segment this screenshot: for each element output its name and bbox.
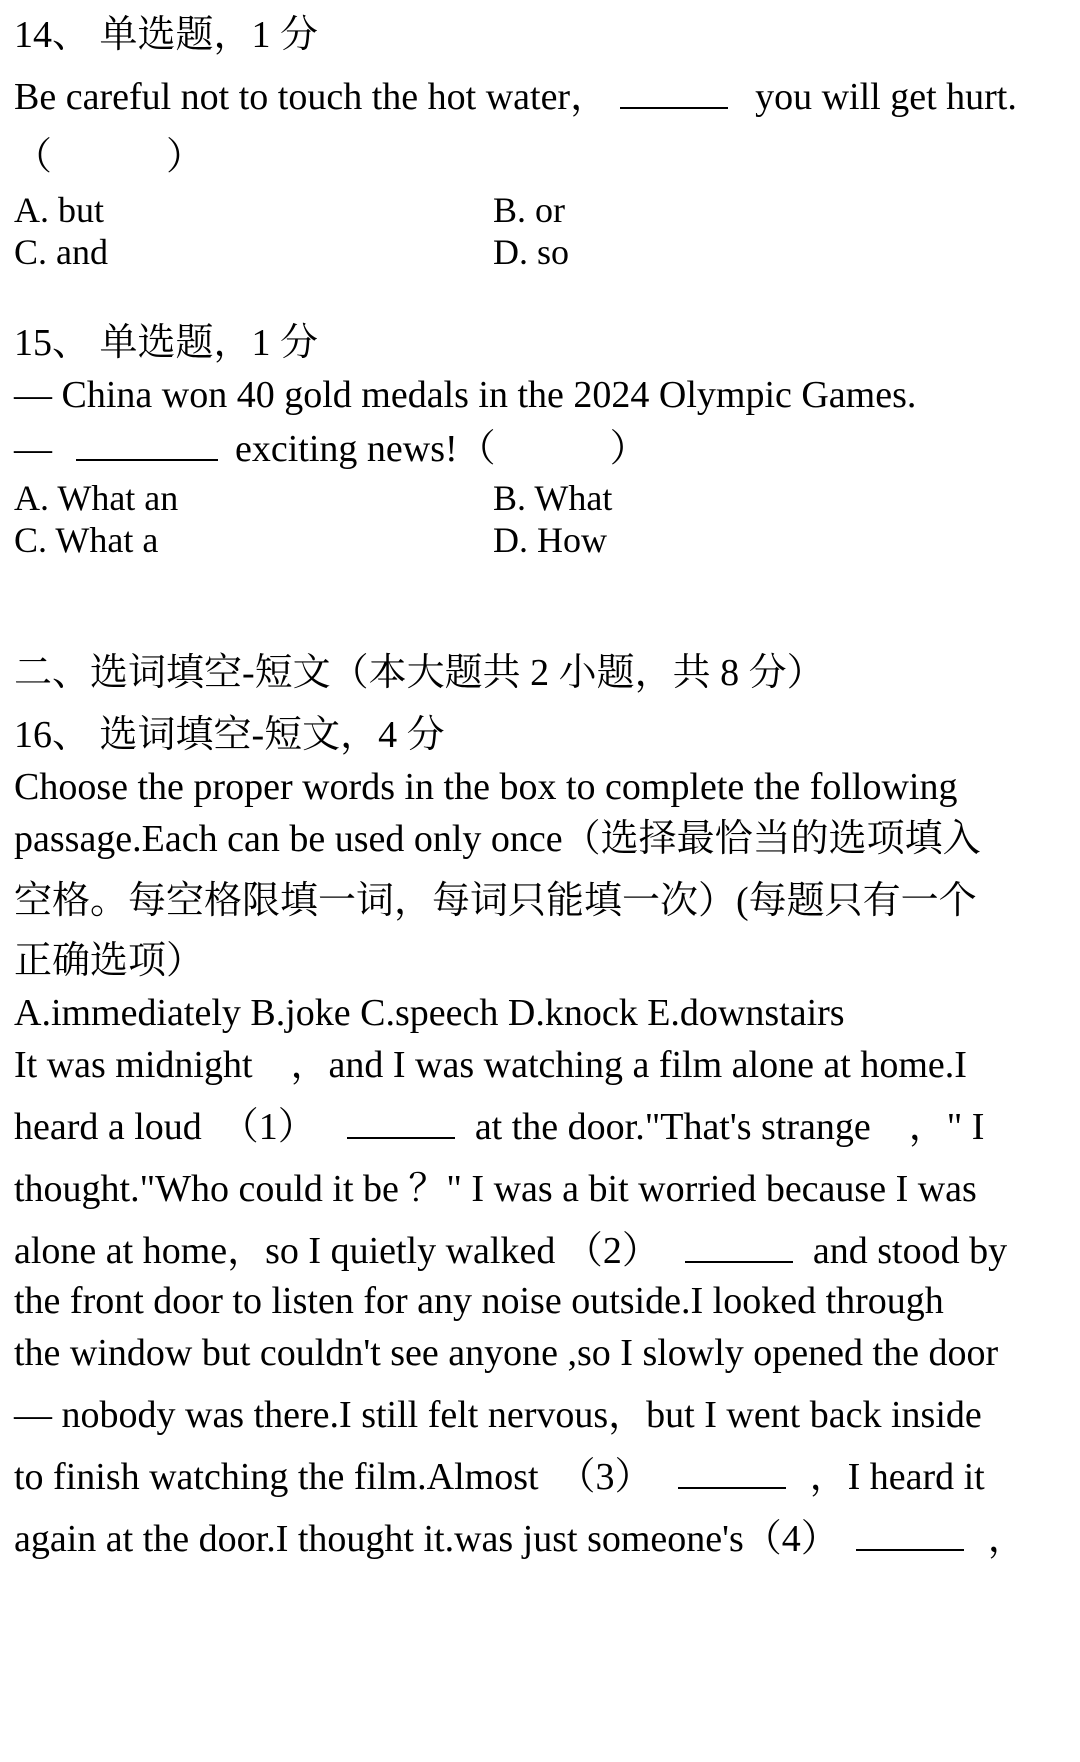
question-15-line2 — [14, 430, 648, 468]
passage-text: heard a loud （1） — [14, 1106, 316, 1148]
passage-text: alone at home，so I quietly walked （2） — [14, 1230, 660, 1272]
passage-text: ， — [987, 1518, 1026, 1560]
passage-line — [14, 1520, 1026, 1558]
question-14-stem-part1: Be careful not to touch the hot water， — [14, 76, 609, 118]
passage-line — [14, 1108, 984, 1146]
q15-option-a[interactable]: A. What an — [14, 478, 179, 518]
instruction-line: 空格。每空格限填一词，每词只能填一次）(每题只有一个 — [14, 880, 977, 922]
passage-text: ，I heard it — [809, 1456, 985, 1498]
passage-line: the window but couldn't see anyone ,so I slowly opened the door — [14, 1332, 999, 1374]
question-14-stem — [14, 78, 1017, 116]
question-14-paren: （ ） — [14, 136, 205, 178]
question-16-header: 16、 选词填空-短文，4 分 — [14, 714, 445, 756]
blank-2[interactable] — [685, 1235, 793, 1263]
question-14-header: 14、 单选题，1 分 — [14, 14, 319, 56]
question-14-stem-part2: you will get hurt. — [755, 76, 1017, 118]
passage-text: to finish watching the film.Almost （3） — [14, 1456, 653, 1498]
question-15-line1: — China won 40 gold medals in the 2024 Olympic Games. — [14, 374, 917, 416]
blank-1[interactable] — [347, 1111, 455, 1139]
question-15-header: 15、 单选题，1 分 — [14, 322, 319, 364]
answer-blank — [76, 433, 218, 461]
blank-4[interactable] — [856, 1523, 964, 1551]
passage-line: — nobody was there.I still felt nervous，but I went back inside — [14, 1394, 982, 1436]
question-15-line2-rest: exciting news!（ ） — [235, 428, 648, 470]
q14-option-a[interactable]: A. but — [14, 190, 104, 230]
q15-option-b[interactable]: B. What — [493, 478, 613, 518]
blank-3[interactable] — [678, 1461, 786, 1489]
instruction-line: passage.Each can be used only once（选择最恰当的选项填入 — [14, 818, 981, 860]
passage-line — [14, 1458, 985, 1496]
passage-line: thought."Who could it be ？" I was a bit worried because I was — [14, 1168, 977, 1210]
q14-option-b[interactable]: B. or — [493, 190, 565, 230]
passage-line: the front door to listen for any noise outside.I looked through — [14, 1280, 944, 1322]
passage-text: at the door."That's strange ，" I — [474, 1106, 985, 1148]
dash: — — [14, 428, 52, 470]
passage-text: and stood by — [812, 1230, 1008, 1272]
instruction-line: Choose the proper words in the box to complete the following — [14, 766, 958, 808]
q14-option-c[interactable]: C. and — [14, 232, 108, 272]
passage-line — [14, 1232, 1007, 1270]
q14-option-d[interactable]: D. so — [493, 232, 570, 272]
q15-option-c[interactable]: C. What a — [14, 520, 159, 560]
section-2-title: 二、选词填空-短文（本大题共 2 小题，共 8 分） — [14, 652, 825, 694]
passage-line: It was midnight ，and I was watching a film alone at home.I — [14, 1044, 967, 1086]
word-box: A.immediately B.joke C.speech D.knock E.downstairs — [14, 992, 845, 1034]
instruction-line: 正确选项） — [14, 940, 205, 982]
passage-text: again at the door.I thought it.was just someone's（4） — [14, 1518, 839, 1560]
answer-blank — [620, 81, 728, 109]
q15-option-d[interactable]: D. How — [493, 520, 607, 560]
